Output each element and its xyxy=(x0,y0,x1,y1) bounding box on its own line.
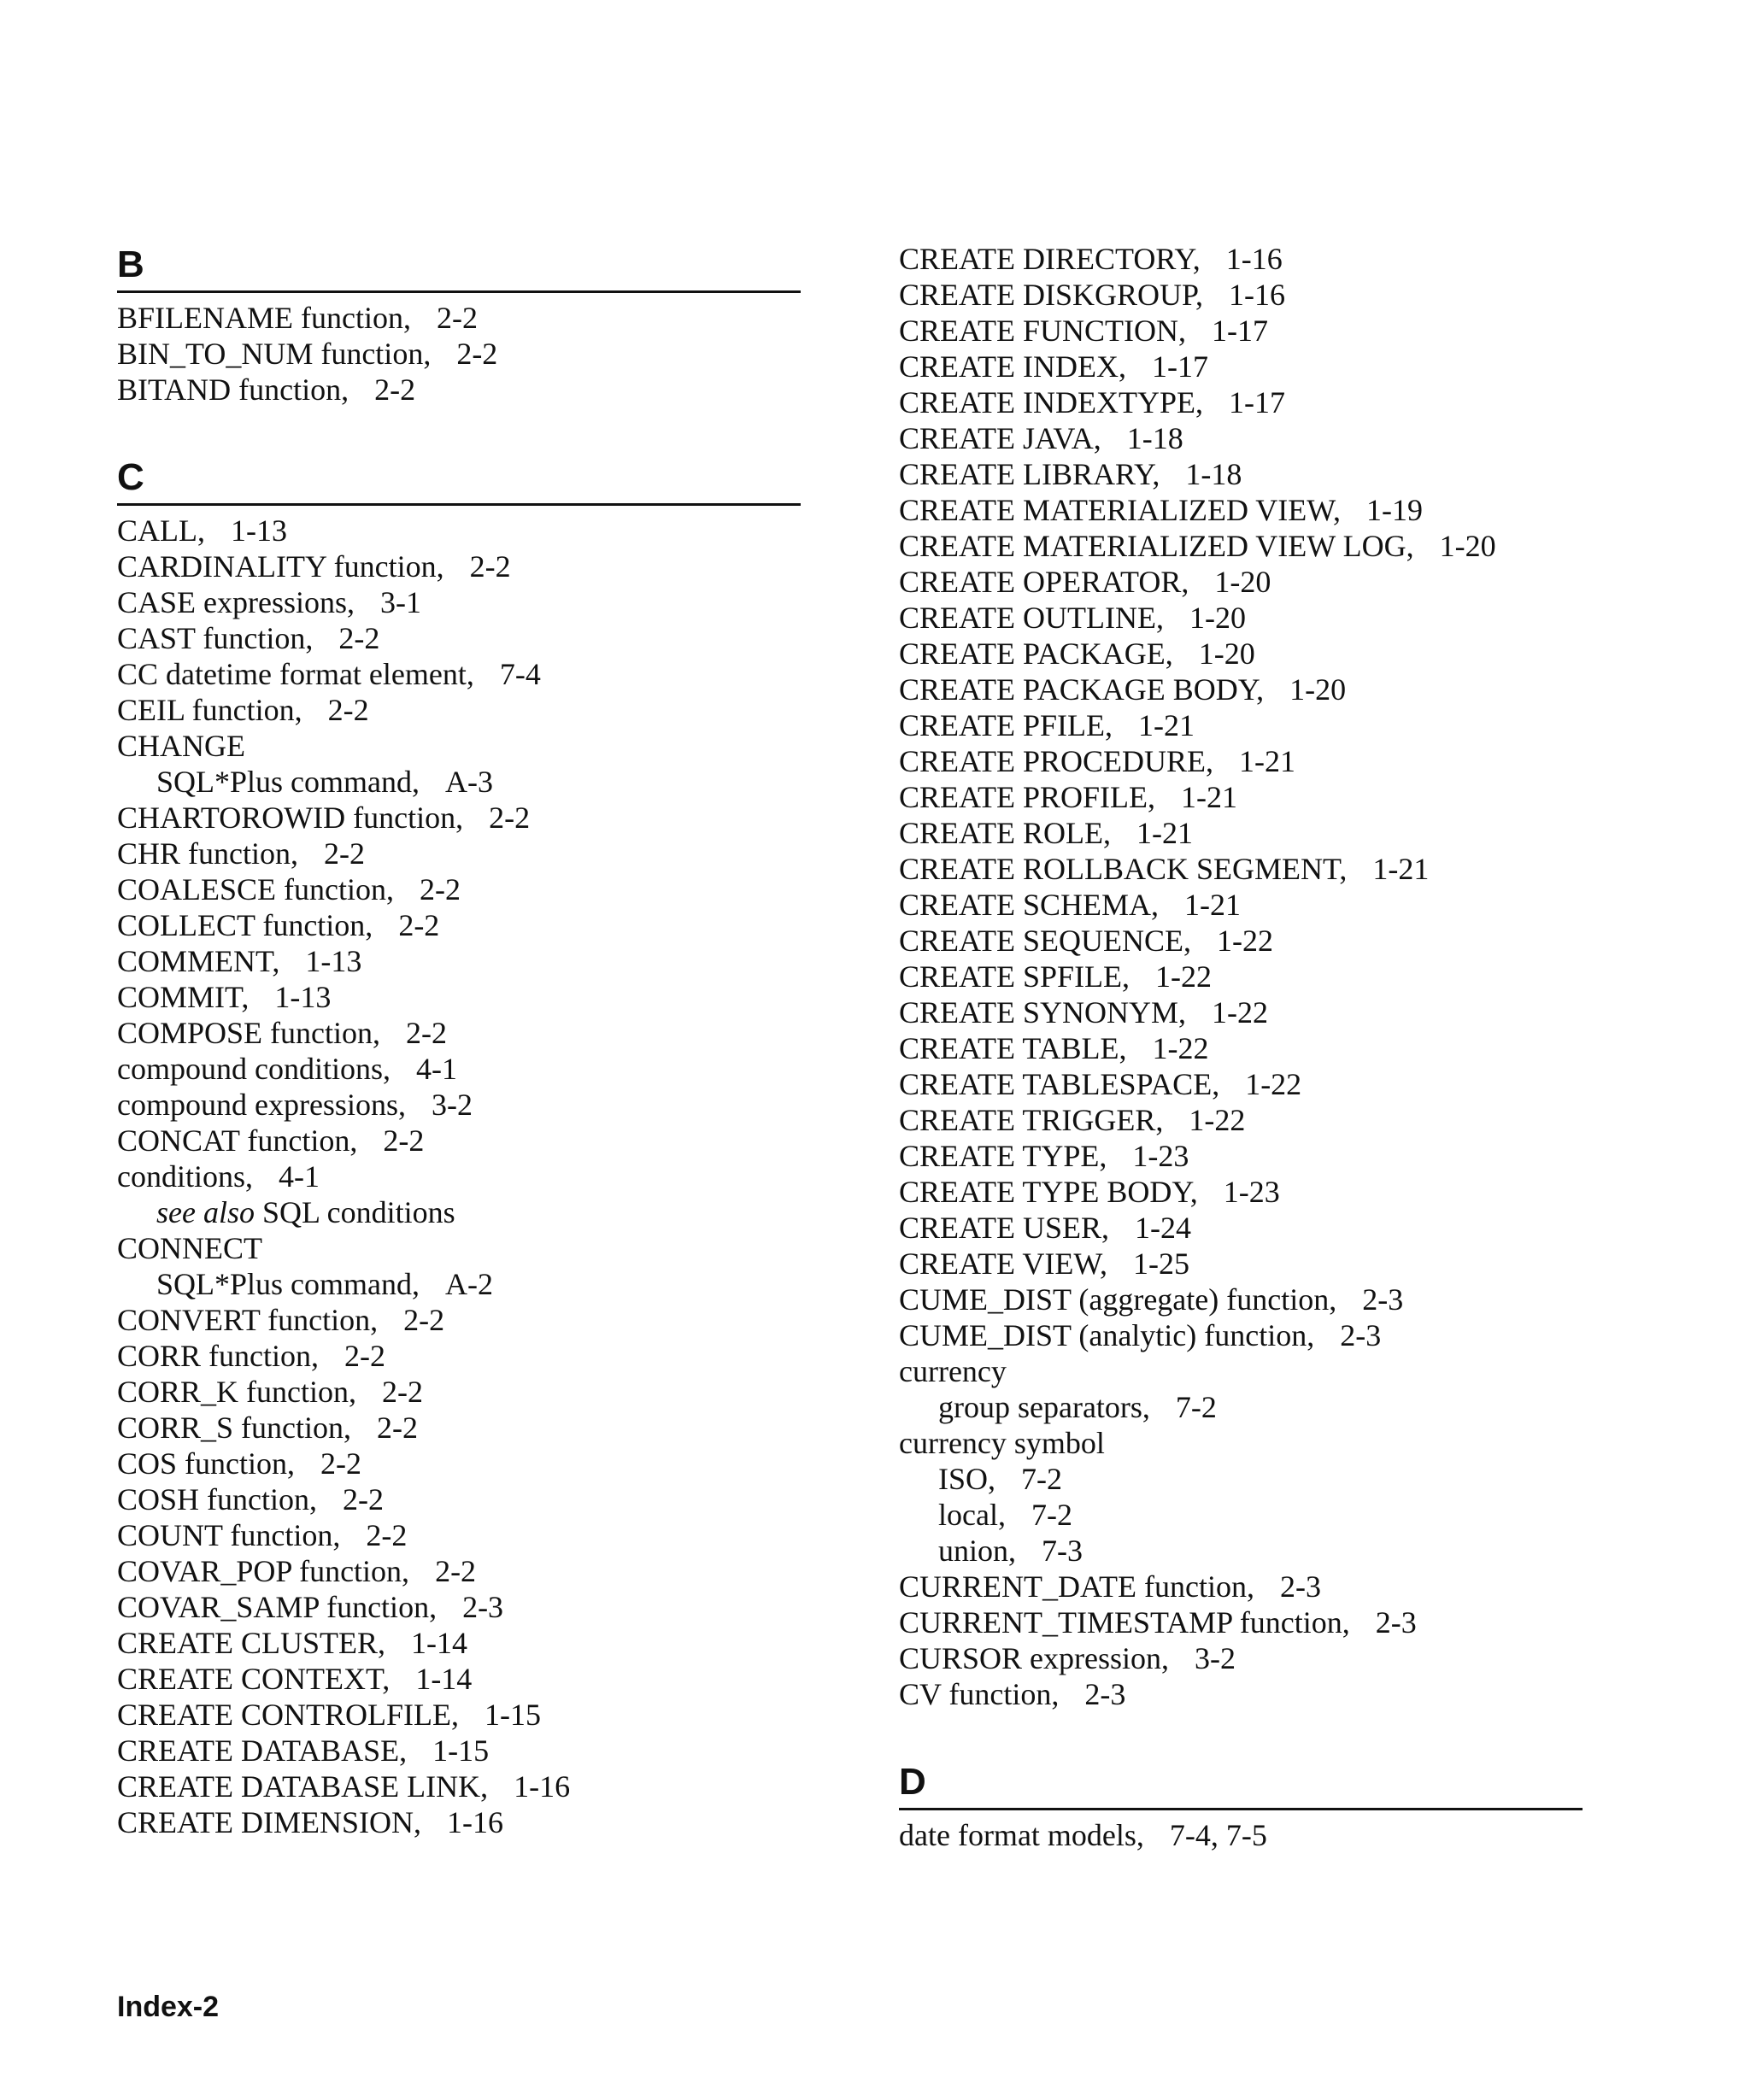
index-entry xyxy=(899,349,1583,384)
index-entry xyxy=(899,851,1583,887)
index-entry xyxy=(899,600,1583,636)
entry-term: COS function, xyxy=(117,1446,296,1481)
index-entry xyxy=(117,1374,801,1410)
index-entry xyxy=(117,513,801,548)
entry-term: currency symbol xyxy=(899,1426,1105,1460)
entry-term: CHARTOROWID function, xyxy=(117,801,464,835)
index-entry xyxy=(117,1625,801,1661)
index-entry xyxy=(899,707,1583,743)
entry-page-ref: 1-20 xyxy=(1189,601,1246,635)
entry-page-ref: 1-20 xyxy=(1198,636,1255,671)
entry-term: CHANGE xyxy=(117,729,245,763)
entry-term: CREATE SPFILE, xyxy=(899,959,1130,994)
index-entry xyxy=(117,1733,801,1769)
index-entry xyxy=(899,815,1583,851)
index-entry xyxy=(899,1246,1583,1282)
index-entry xyxy=(899,456,1583,492)
entry-term: CREATE SEQUENCE, xyxy=(899,924,1191,958)
index-entry xyxy=(899,1676,1583,1712)
entry-term: CREATE CONTEXT, xyxy=(117,1662,391,1696)
index-entry xyxy=(899,1102,1583,1138)
index-entry xyxy=(117,943,801,979)
entry-term: CREATE INDEXTYPE, xyxy=(899,385,1203,419)
entry-page-ref: 2-2 xyxy=(344,1339,386,1373)
entry-page-ref: 1-21 xyxy=(1181,780,1238,814)
entry-term: compound conditions, xyxy=(117,1052,391,1086)
entry-term: CREATE PROFILE, xyxy=(899,780,1156,814)
entry-term: CREATE DATABASE, xyxy=(117,1733,408,1768)
entry-term: BITAND function, xyxy=(117,372,349,407)
entry-page-ref: 1-21 xyxy=(1372,852,1430,886)
entry-page-ref: 2-2 xyxy=(456,337,498,371)
entry-term: CREATE TABLESPACE, xyxy=(899,1067,1220,1101)
index-entry xyxy=(899,241,1583,277)
entry-page-ref: 1-23 xyxy=(1223,1175,1280,1209)
index-entry xyxy=(899,1066,1583,1102)
entry-term: BIN_TO_NUM function, xyxy=(117,337,432,371)
entry-page-ref: 2-2 xyxy=(469,549,511,584)
entry-page-ref: 1-23 xyxy=(1132,1139,1189,1173)
entry-term: CASE expressions, xyxy=(117,585,355,619)
entry-term: CREATE TABLE, xyxy=(899,1031,1127,1065)
entry-page-ref: 1-13 xyxy=(231,513,287,548)
entry-term: SQL*Plus command, xyxy=(156,1267,420,1301)
index-entry xyxy=(899,1317,1583,1353)
entry-term: CREATE USER, xyxy=(899,1211,1110,1245)
entry-term: COVAR_POP function, xyxy=(117,1554,410,1588)
entry-term: COSH function, xyxy=(117,1482,317,1516)
entry-term: CORR function, xyxy=(117,1339,320,1373)
entry-term: COMMIT, xyxy=(117,980,250,1014)
entry-term: CEIL function, xyxy=(117,693,302,727)
index-entry xyxy=(899,1569,1583,1604)
index-entry xyxy=(117,1302,801,1338)
entry-term: BFILENAME function, xyxy=(117,301,411,335)
index-entry xyxy=(117,692,801,728)
index-entry xyxy=(899,1174,1583,1210)
index-entry xyxy=(899,959,1583,994)
index-entry xyxy=(899,1210,1583,1246)
index-entry xyxy=(117,372,801,408)
entry-page-ref: 2-2 xyxy=(382,1375,424,1409)
entry-term: CONCAT function, xyxy=(117,1123,358,1158)
entry-page-ref: 7-4, 7-5 xyxy=(1169,1818,1267,1852)
entry-page-ref: 1-16 xyxy=(447,1805,503,1839)
entry-term: CREATE FUNCTION, xyxy=(899,314,1187,348)
entry-term: date format models, xyxy=(899,1818,1144,1852)
index-entry xyxy=(117,1517,801,1553)
entry-page-ref: 1-15 xyxy=(432,1733,490,1768)
entry-term: CREATE INDEX, xyxy=(899,349,1126,384)
index-entry xyxy=(117,1159,801,1194)
entry-page-ref: 1-18 xyxy=(1126,421,1183,455)
entry-term: CREATE SYNONYM, xyxy=(899,995,1187,1029)
section-heading: B xyxy=(117,241,801,293)
index-entry xyxy=(117,1338,801,1374)
entry-term: CREATE DIMENSION, xyxy=(117,1805,421,1839)
entry-term: CREATE DISKGROUP, xyxy=(899,278,1204,312)
entry-page-ref: 2-2 xyxy=(435,1554,477,1588)
entry-page-ref: 7-2 xyxy=(1031,1498,1072,1532)
entry-page-ref: 1-19 xyxy=(1365,493,1423,527)
index-entry xyxy=(117,1051,801,1087)
entry-term: CORR_K function, xyxy=(117,1375,357,1409)
entry-term: COMPOSE function, xyxy=(117,1016,381,1050)
index-entry xyxy=(899,743,1583,779)
entry-term: conditions, xyxy=(117,1159,253,1194)
entry-term: CV function, xyxy=(899,1677,1060,1711)
see-also-label: see also xyxy=(156,1195,255,1229)
entry-page-ref: 1-14 xyxy=(411,1626,468,1660)
entry-term: CUME_DIST (analytic) function, xyxy=(899,1318,1315,1352)
index-entry xyxy=(117,1769,801,1804)
entry-term: COMMENT, xyxy=(117,944,280,978)
entry-page-ref: 1-15 xyxy=(484,1698,541,1732)
index-entry xyxy=(899,492,1583,528)
entry-term: CALL, xyxy=(117,513,205,548)
entry-page-ref: 1-22 xyxy=(1189,1103,1246,1137)
entry-page-ref: 1-22 xyxy=(1245,1067,1302,1101)
entry-term: compound expressions, xyxy=(117,1088,406,1122)
entry-term: CREATE OPERATOR, xyxy=(899,565,1189,599)
index-entry xyxy=(899,277,1583,313)
index-entry xyxy=(117,336,801,372)
entry-page-ref: 2-2 xyxy=(324,836,365,871)
entry-page-ref: 2-2 xyxy=(338,621,380,655)
index-entry xyxy=(899,564,1583,600)
entry-term: SQL conditions xyxy=(261,1195,455,1229)
entry-page-ref: 2-2 xyxy=(366,1518,408,1552)
entry-term: CORR_S function, xyxy=(117,1411,352,1445)
index-entry xyxy=(117,1087,801,1123)
index-entry xyxy=(117,1015,801,1051)
entry-term: CREATE PACKAGE BODY, xyxy=(899,672,1265,707)
entry-term: CREATE PACKAGE, xyxy=(899,636,1173,671)
entry-term: COALESCE function, xyxy=(117,872,394,906)
entry-page-ref: 1-20 xyxy=(1439,529,1496,563)
entry-term: CURRENT_TIMESTAMP function, xyxy=(899,1605,1350,1640)
entry-term: COUNT function, xyxy=(117,1518,341,1552)
index-entry xyxy=(117,1230,801,1266)
index-entry xyxy=(117,1123,801,1159)
entry-page-ref: 2-2 xyxy=(383,1123,425,1158)
entry-page-ref: 2-2 xyxy=(489,801,531,835)
entry-page-ref: A-3 xyxy=(445,765,494,799)
entry-page-ref: 2-2 xyxy=(406,1016,448,1050)
entry-term: COLLECT function, xyxy=(117,908,373,942)
entry-page-ref: 1-24 xyxy=(1135,1211,1192,1245)
entry-page-ref: 1-14 xyxy=(415,1662,473,1696)
index-subentry xyxy=(899,1389,1583,1425)
index-entry xyxy=(117,1697,801,1733)
entry-page-ref: 1-13 xyxy=(274,980,332,1014)
entry-term: CURRENT_DATE function, xyxy=(899,1569,1254,1604)
entry-page-ref: 1-13 xyxy=(305,944,362,978)
index-subentry xyxy=(899,1497,1583,1533)
index-subentry xyxy=(117,764,801,800)
entry-term: CREATE MATERIALIZED VIEW LOG, xyxy=(899,529,1414,563)
entry-page-ref: 2-3 xyxy=(1340,1318,1382,1352)
entry-page-ref: 2-2 xyxy=(327,693,369,727)
index-entry xyxy=(899,313,1583,349)
entry-page-ref: 7-2 xyxy=(1021,1462,1063,1496)
entry-term: CREATE TRIGGER, xyxy=(899,1103,1164,1137)
index-entry xyxy=(899,1138,1583,1174)
index-entry xyxy=(899,1282,1583,1317)
entry-term: CREATE TYPE BODY, xyxy=(899,1175,1198,1209)
entry-page-ref: 1-22 xyxy=(1155,959,1213,994)
entry-page-ref: 2-2 xyxy=(320,1446,362,1481)
index-entry xyxy=(117,800,801,836)
index-entry xyxy=(117,979,801,1015)
entry-page-ref: 2-2 xyxy=(377,1411,419,1445)
entry-page-ref: 1-17 xyxy=(1151,349,1208,384)
index-entry xyxy=(117,1589,801,1625)
entry-page-ref: 2-2 xyxy=(419,872,461,906)
entry-term: CURSOR expression, xyxy=(899,1641,1170,1675)
entry-term: CREATE PFILE, xyxy=(899,708,1113,742)
entry-term: CONNECT xyxy=(117,1231,262,1265)
index-entry xyxy=(117,1446,801,1481)
entry-page-ref: 1-21 xyxy=(1239,744,1296,778)
entry-term: COVAR_SAMP function, xyxy=(117,1590,438,1624)
index-entry xyxy=(117,620,801,656)
entry-page-ref: 3-1 xyxy=(380,585,421,619)
entry-term: CC datetime format element, xyxy=(117,657,474,691)
entry-page-ref: 1-22 xyxy=(1217,924,1273,958)
index-entry xyxy=(117,1410,801,1446)
section-heading: D xyxy=(899,1758,1583,1810)
entry-term: union, xyxy=(938,1534,1017,1568)
index-entry xyxy=(117,656,801,692)
entry-page-ref: 1-21 xyxy=(1184,888,1242,922)
entry-term: currency xyxy=(899,1354,1007,1388)
entry-term: CREATE LIBRARY, xyxy=(899,457,1160,491)
entry-page-ref: 7-3 xyxy=(1042,1534,1083,1568)
entry-page-ref: 1-17 xyxy=(1228,385,1285,419)
entry-page-ref: 2-2 xyxy=(403,1303,445,1337)
entry-term: CREATE ROLLBACK SEGMENT, xyxy=(899,852,1348,886)
index-section xyxy=(117,454,801,1840)
entry-page-ref: 1-21 xyxy=(1138,708,1195,742)
entry-term: CREATE ROLE, xyxy=(899,816,1111,850)
right-column xyxy=(899,241,1583,1899)
index-entry xyxy=(899,384,1583,420)
index-entry xyxy=(117,871,801,907)
entry-page-ref: 2-2 xyxy=(374,372,416,407)
entry-page-ref: 4-1 xyxy=(415,1052,457,1086)
index-entry xyxy=(899,1030,1583,1066)
entry-term: CREATE MATERIALIZED VIEW, xyxy=(899,493,1341,527)
entry-page-ref: 4-1 xyxy=(279,1159,320,1194)
index-entry xyxy=(117,584,801,620)
index-section xyxy=(117,241,801,408)
entry-page-ref: 2-3 xyxy=(1375,1605,1417,1640)
entry-term: CREATE TYPE, xyxy=(899,1139,1107,1173)
entry-page-ref: 1-17 xyxy=(1212,314,1269,348)
entry-term: group separators, xyxy=(938,1390,1150,1424)
index-entry xyxy=(899,1425,1583,1461)
index-subentry xyxy=(117,1266,801,1302)
entry-page-ref: 2-2 xyxy=(343,1482,384,1516)
entry-term: CREATE DATABASE LINK, xyxy=(117,1769,489,1804)
index-entry xyxy=(117,836,801,871)
entry-page-ref: 2-3 xyxy=(462,1590,504,1624)
entry-term: CREATE OUTLINE, xyxy=(899,601,1164,635)
entry-term: CREATE CONTROLFILE, xyxy=(117,1698,459,1732)
page-footer: Index-2 xyxy=(117,1991,220,2023)
index-entry xyxy=(117,1481,801,1517)
entry-page-ref: 3-2 xyxy=(431,1088,473,1122)
left-column xyxy=(117,241,801,1886)
index-entry xyxy=(117,548,801,584)
entry-term: CUME_DIST (aggregate) function, xyxy=(899,1282,1337,1317)
index-entry xyxy=(899,779,1583,815)
index-entry xyxy=(117,907,801,943)
entry-term: CHR function, xyxy=(117,836,298,871)
index-entry xyxy=(899,994,1583,1030)
index-entry xyxy=(899,528,1583,564)
index-section xyxy=(899,241,1583,1712)
entry-page-ref: 1-16 xyxy=(1225,242,1283,276)
index-subentry xyxy=(899,1461,1583,1497)
entry-term: ISO, xyxy=(938,1462,996,1496)
index-entry xyxy=(899,1604,1583,1640)
entry-term: CREATE CLUSTER, xyxy=(117,1626,386,1660)
index-subentry xyxy=(117,1194,801,1230)
index-entry xyxy=(117,300,801,336)
entry-page-ref: 1-22 xyxy=(1212,995,1269,1029)
entry-page-ref: 7-4 xyxy=(499,657,541,691)
index-entry xyxy=(899,672,1583,707)
entry-page-ref: 2-3 xyxy=(1362,1282,1404,1317)
entry-page-ref: 1-22 xyxy=(1152,1031,1209,1065)
entry-page-ref: 2-3 xyxy=(1279,1569,1321,1604)
entry-page-ref: 1-18 xyxy=(1185,457,1242,491)
index-entry xyxy=(899,1640,1583,1676)
index-entry xyxy=(899,923,1583,959)
index-subentry xyxy=(899,1533,1583,1569)
entry-term: CREATE VIEW, xyxy=(899,1247,1108,1281)
entry-term: CARDINALITY function, xyxy=(117,549,444,584)
entry-page-ref: 2-2 xyxy=(398,908,440,942)
index-entry xyxy=(899,420,1583,456)
entry-page-ref: 1-16 xyxy=(1229,278,1286,312)
entry-term: CREATE DIRECTORY, xyxy=(899,242,1201,276)
entry-page-ref: 1-21 xyxy=(1136,816,1193,850)
entry-page-ref: 1-16 xyxy=(514,1769,571,1804)
index-entry xyxy=(117,728,801,764)
index-entry xyxy=(117,1804,801,1840)
index-entry xyxy=(899,636,1583,672)
entry-page-ref: 1-25 xyxy=(1133,1247,1190,1281)
entry-page-ref: 7-2 xyxy=(1175,1390,1217,1424)
entry-term: CAST function, xyxy=(117,621,314,655)
index-entry xyxy=(117,1553,801,1589)
entry-term: CREATE SCHEMA, xyxy=(899,888,1160,922)
index-entry xyxy=(117,1661,801,1697)
entry-page-ref: 1-20 xyxy=(1214,565,1271,599)
entry-term: CREATE JAVA, xyxy=(899,421,1101,455)
entry-term: CONVERT function, xyxy=(117,1303,379,1337)
entry-page-ref: 3-2 xyxy=(1195,1641,1236,1675)
entry-term: CREATE PROCEDURE, xyxy=(899,744,1214,778)
entry-page-ref: A-2 xyxy=(445,1267,494,1301)
index-entry xyxy=(899,887,1583,923)
entry-term: local, xyxy=(938,1498,1006,1532)
index-section xyxy=(899,1758,1583,1853)
entry-page-ref: 2-2 xyxy=(436,301,478,335)
entry-page-ref: 2-3 xyxy=(1084,1677,1126,1711)
index-entry xyxy=(899,1353,1583,1389)
section-heading: C xyxy=(117,454,801,506)
index-entry xyxy=(899,1817,1583,1853)
entry-page-ref: 1-20 xyxy=(1289,672,1347,707)
entry-term: SQL*Plus command, xyxy=(156,765,420,799)
